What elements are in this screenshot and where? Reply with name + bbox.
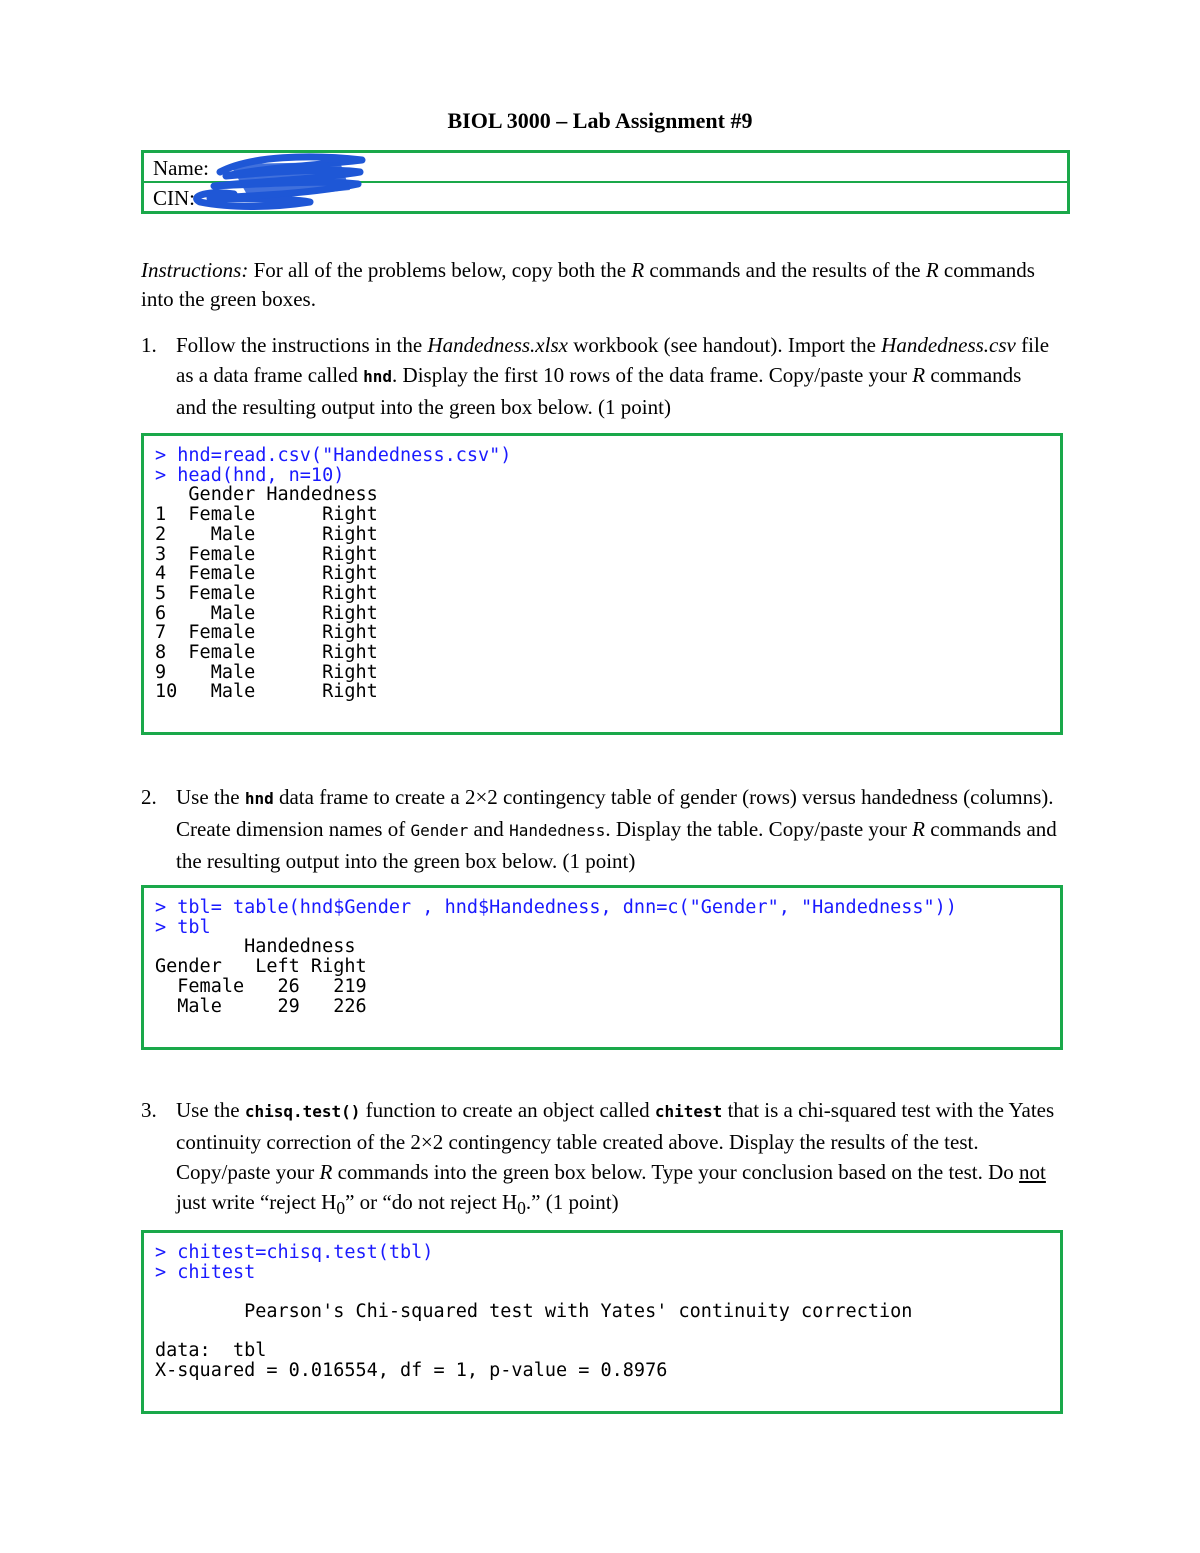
- q1-output-line: 8 Female Right: [155, 642, 378, 664]
- q1-output-line: 10 Male Right: [155, 681, 378, 703]
- q1-number: 1.: [141, 333, 157, 357]
- instructions-label: Instructions:: [141, 258, 249, 282]
- q1-output-line: 1 Female Right: [155, 504, 378, 526]
- q2-output-line: Male 29 226: [155, 995, 367, 1017]
- instructions: Instructions: For all of the problems below, copy both the R commands and the results of the R commands into the green boxes.: [141, 258, 1035, 311]
- q3-output-line: [155, 1282, 1060, 1302]
- cin-label: CIN:: [153, 186, 195, 210]
- q2-output-line: Handedness: [155, 936, 356, 958]
- q1-output-line: Gender Handedness: [155, 484, 378, 506]
- redaction-scribble: [190, 150, 370, 212]
- q3-output-line: X-squared = 0.016554, df = 1, p-value = 0.8976: [155, 1360, 668, 1382]
- q3-text: Use the chisq.test() function to create an object called chitest that is a chi-squared test with the Yates continuity correction of the 2×2 contingency table created above. Display the results of the test. Copy/paste your R commands into the green box below. Type your conclusion based on the test. Do not just write “reject $H_0$” or “do not reject $H_0$.” (1 point): [176, 1098, 1055, 1219]
- q3-output-line: [155, 1322, 1060, 1342]
- q2-number: 2.: [141, 785, 157, 809]
- q3-command: > chitest: [155, 1261, 256, 1283]
- q2-command: > tbl= table(hnd$Gender , hnd$Handedness, dnn=c("Gender", "Handedness")): [155, 897, 957, 918]
- q1-output-line: 9 Male Right: [155, 661, 378, 683]
- q2-text: Use the hnd data frame to create a 2×2 contingency table of gender (rows) versus handedness (columns). Create dimension names of Gender and Handedness. Display the table. Copy/paste your R commands and the resulting output into the green box below. (1 point): [176, 785, 1057, 873]
- q2-answer-box: [141, 885, 1063, 1050]
- q1-output-line: 6 Male Right: [155, 602, 378, 624]
- q3-command: > chitest=chisq.test(tbl): [155, 1242, 434, 1263]
- q3-output-line: Pearson's Chi-squared test with Yates' continuity correction: [155, 1301, 913, 1323]
- q1-output-line: 7 Female Right: [155, 622, 378, 644]
- q2-code: [144, 888, 1060, 1016]
- q3-code: [144, 1233, 1060, 1381]
- q1-command: > head(hnd, n=10): [155, 464, 345, 486]
- q1-output-line: 3 Female Right: [155, 543, 378, 565]
- name-label: Name:: [153, 156, 209, 180]
- q2-output-line: Female 26 219: [155, 975, 367, 997]
- page-title: BIOL 3000 – Lab Assignment #9: [447, 108, 753, 133]
- q3-number: 3.: [141, 1098, 157, 1122]
- q1-output-line: 5 Female Right: [155, 582, 378, 604]
- q1-command: > hnd=read.csv("Handedness.csv"): [155, 445, 512, 466]
- q3-output-line: data: tbl: [155, 1340, 267, 1362]
- q1-answer-box: [141, 433, 1063, 735]
- q1-output-line: 2 Male Right: [155, 523, 378, 545]
- q1-code: [144, 436, 1060, 702]
- q1-output-line: 4 Female Right: [155, 563, 378, 585]
- q3-answer-box: [141, 1230, 1063, 1414]
- q1-text: Follow the instructions in the Handedness.xlsx workbook (see handout). Import the Handedness.csv file as a data frame called hnd. Display the first 10 rows of the data frame. Copy/paste your R commands and the resulting output into the green box below. (1 point): [176, 333, 1050, 419]
- q2-output-line: Gender Left Right: [155, 956, 367, 978]
- q2-command: > tbl: [155, 916, 211, 938]
